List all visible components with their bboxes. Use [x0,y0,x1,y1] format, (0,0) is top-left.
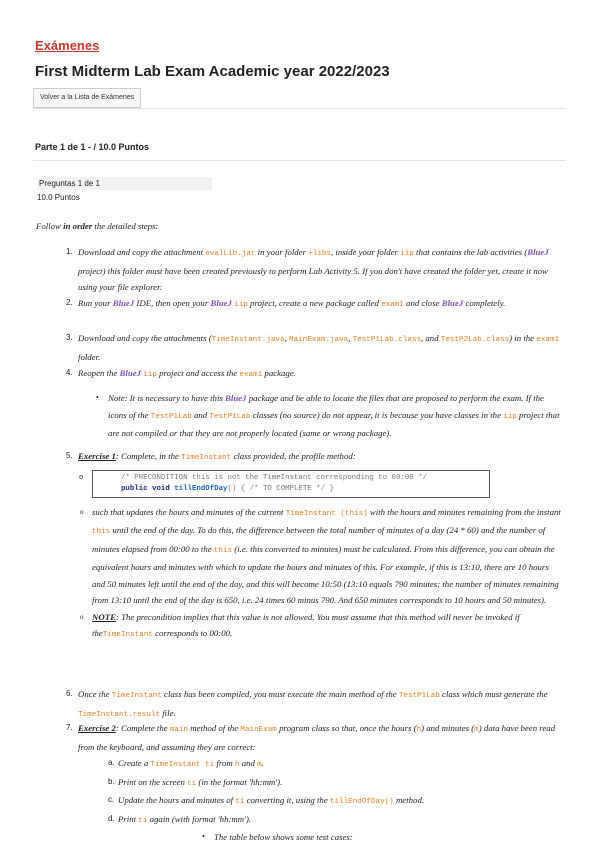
code-iip: iip [503,412,517,421]
breadcrumb-examenes[interactable]: Exámenes [35,38,100,53]
text: Create a [118,758,151,768]
text: until the end of the day. To do this, the difference between the total number of minutes of a day (24 * 60) and the number of minutes elapsed from 00:00 to the [92,525,546,554]
step-number: 7. [66,723,73,732]
code-body: () { /* TO COMPLETE */ } [227,484,334,493]
bluej-label: BlueJ [210,298,232,308]
text: Run your [78,298,113,308]
text: (i.e. this converted to minutes) must be calculated. From this difference, you can obtain the equivalent hours and minutes with which to update the hours and minutes of this. For example, if this is 13:10, there are 10 hours and 50 minutes left until the end of the day, and this will become 10:50 (13:10 equals 790 minutes; the number of minutes remaining from 13:10 until the end of the day is 650, i.e. 24 times 60 minus 790. And 650 minutes corresponds to 10 hours and 50 minutes). [92,543,559,605]
intro-follow: Follow [36,221,64,231]
intro-rest: the detailed steps: [92,221,159,231]
question-counter: Preguntas 1 de 1 [37,177,212,190]
text: Note: It is necessary to have this [108,393,226,403]
code-timeinstant: TimeInstant [111,692,162,700]
code-mainexam: MainExam [240,726,277,734]
code-exam1: exam1 [536,336,560,344]
text: project that are not compiled or that they are not properly located (same or wrong package). [108,409,560,438]
text: ) in the [509,333,537,343]
code-h: h [234,761,240,769]
text: Once the [78,689,112,699]
code-testp1lab: TestP1Lab [209,412,251,421]
text: Update the hours and minutes of [118,795,236,805]
text: with the hours and minutes remaining from the instant [367,506,561,517]
step-4 [66,365,564,390]
step-5 [66,448,564,686]
text: ) and minutes ( [421,723,475,733]
code-testp1lab: TestP1Lab [150,412,192,421]
code-iip: iip [143,371,157,379]
bullet: • [202,832,205,841]
code-timeinstant-ti: TimeInstant ti [150,761,215,769]
back-to-list-button[interactable]: Volver a la Lista de Exámenes [33,88,141,108]
text: Download and copy the attachments ( [78,333,212,343]
text: Print [118,813,139,824]
text: class provided, the profile method: [231,451,356,461]
step-2 [66,295,564,330]
code-h: h [416,726,422,734]
text: method of the [188,723,241,733]
code-iip: iip [400,250,414,258]
text: IDE, then open your [134,298,211,308]
circle-bullet: o [79,473,84,482]
code-exam1: exam1 [381,301,404,309]
text: package and be able to locate the files that are proposed to perform the exam. If the icons of the [108,393,544,420]
test-cases-note [202,829,564,846]
code-timeinstant-java: TimeInstant.java [211,336,285,344]
step-6 [66,686,564,720]
code-method-name: tillEndOfDay [174,484,228,493]
page-title: First Midterm Lab Exam Academic year 2022/2023 [35,63,390,80]
step-letter: d. [108,813,115,823]
code-libs: +libs [308,250,332,258]
code-tillendofday: tillEndOfDay() [329,798,394,806]
code-m: m [474,726,479,734]
code-snippet [79,470,490,498]
step-number: 6. [66,689,73,698]
code-testp1lab-class: TestP1Lab.class [352,336,421,344]
divider [33,160,566,161]
step-4-note [78,390,564,448]
divider [33,108,566,109]
part-heading: Parte 1 de 1 - / 10.0 Puntos [35,142,150,152]
step-letter: b. [108,776,115,786]
text: : Complete the [115,723,170,733]
text: ) data have been read from the keyboard, and assuming they are correct: [78,723,556,752]
step-number: 4. [66,368,73,377]
text: , [348,333,353,343]
note-block [96,390,564,442]
bluej-label: BlueJ [119,368,142,378]
code-signature [99,484,483,495]
exercise-1-label: Exercise 1 [78,451,116,461]
code-evallib: evalLib.jar [205,250,256,258]
text: . [261,758,264,768]
code-ti: ti [138,816,148,825]
code-m: m [257,761,262,769]
text: and [239,758,258,768]
text: corresponds to 00:00. [152,628,233,638]
sub-step-c [108,792,564,811]
step-number: 1. [66,247,73,256]
circle-bullet: o [80,507,84,516]
text: and close [403,298,442,308]
text: from [214,758,235,768]
code-exam1: exam1 [239,371,263,379]
text: completely. [463,298,506,308]
sub-steps [108,755,564,846]
text: , [284,333,289,343]
text: The table below shows some test cases: [214,832,353,842]
step-number: 5. [66,451,73,460]
code-timeinstant-result: TimeInstant.result [78,710,161,719]
question-points: 10.0 Puntos [37,193,80,202]
text: file. [160,707,176,718]
intro-in-order: in order [63,221,93,231]
text: classes (no source) do not appear, it is because you have classes in the [250,409,504,420]
code-timeinstant: TimeInstant [181,454,232,462]
bluej-label: BlueJ [527,247,549,257]
code-testp1lab: TestP1Lab [398,692,440,700]
text: package. [262,368,296,378]
text: : The precondition implies that this value is not allowed. You must assume that this method will never be invoked if the [92,611,520,638]
steps-list [66,244,564,846]
step-letter: c. [108,795,115,804]
text: (in the format 'hh:mm'). [196,776,283,787]
step-1 [66,244,564,295]
code-comment: /* PRECONDITION this is not the TimeInstant corresponding to 00:00 */ [121,473,428,482]
exercise-1-note [80,609,564,644]
code-timeinstant-this: TimeInstant (this) [285,509,368,518]
step-number: 3. [66,333,73,342]
text: : Complete, in the [115,451,182,461]
circle-bullet: o [80,612,84,621]
text: method. [393,795,425,805]
code-this: this [92,528,111,536]
code-keyword: public void [121,484,175,493]
text: project) this folder must have been created previously to perform Lab Activity 5. If you don't have created the folder yet, create it now using your file explorer. [78,265,548,292]
exercise-1-description [80,504,564,609]
text: project, create a new package called [247,298,382,308]
text: and [191,409,210,420]
bluej-label: BlueJ [112,298,135,308]
text: , and [421,333,441,343]
text: again (with format 'hh:mm'). [147,813,252,824]
code-ti: ti [187,779,197,788]
code-mainexam-java: MainExam.java [288,336,349,344]
text: program class so that, once the hours ( [276,723,417,733]
text: class which must generate the [439,689,548,699]
note-label: NOTE [92,611,116,622]
text: class has been compiled, you must execute the main method of the [161,689,399,699]
text: Print on the screen [118,776,188,787]
text: in your folder [255,247,309,257]
bullet: • [96,393,99,402]
text: , inside your folder [331,247,401,257]
step-3 [66,330,564,365]
text: that contains the lab activities ( [413,247,528,257]
sub-step-d [108,811,564,830]
code-main: main [169,726,189,734]
step-number: 2. [66,298,73,307]
code-timeinstant: TimeInstant [102,631,153,639]
code-iip: iip [234,301,248,309]
exercise-2-label: Exercise 2 [78,723,116,733]
code-ti: ti [235,798,245,806]
bluej-label: BlueJ [441,298,464,308]
code-testp2lab-class: TestP2Lab.class [440,336,510,344]
text: Download and copy the attachment [78,247,206,257]
step-letter: a. [108,758,115,767]
intro-text [36,218,158,235]
bluej-label: BlueJ [225,393,247,403]
sub-step-a [108,755,564,774]
text: such that updates the hours and minutes of the current [92,506,286,517]
text: folder. [78,351,101,362]
code-this: this [213,546,233,555]
text: Reopen the [78,368,120,378]
text: converting it, using the [244,795,330,805]
sub-step-b [108,774,564,793]
step-7 [66,720,564,846]
text: project and access the [156,368,240,378]
